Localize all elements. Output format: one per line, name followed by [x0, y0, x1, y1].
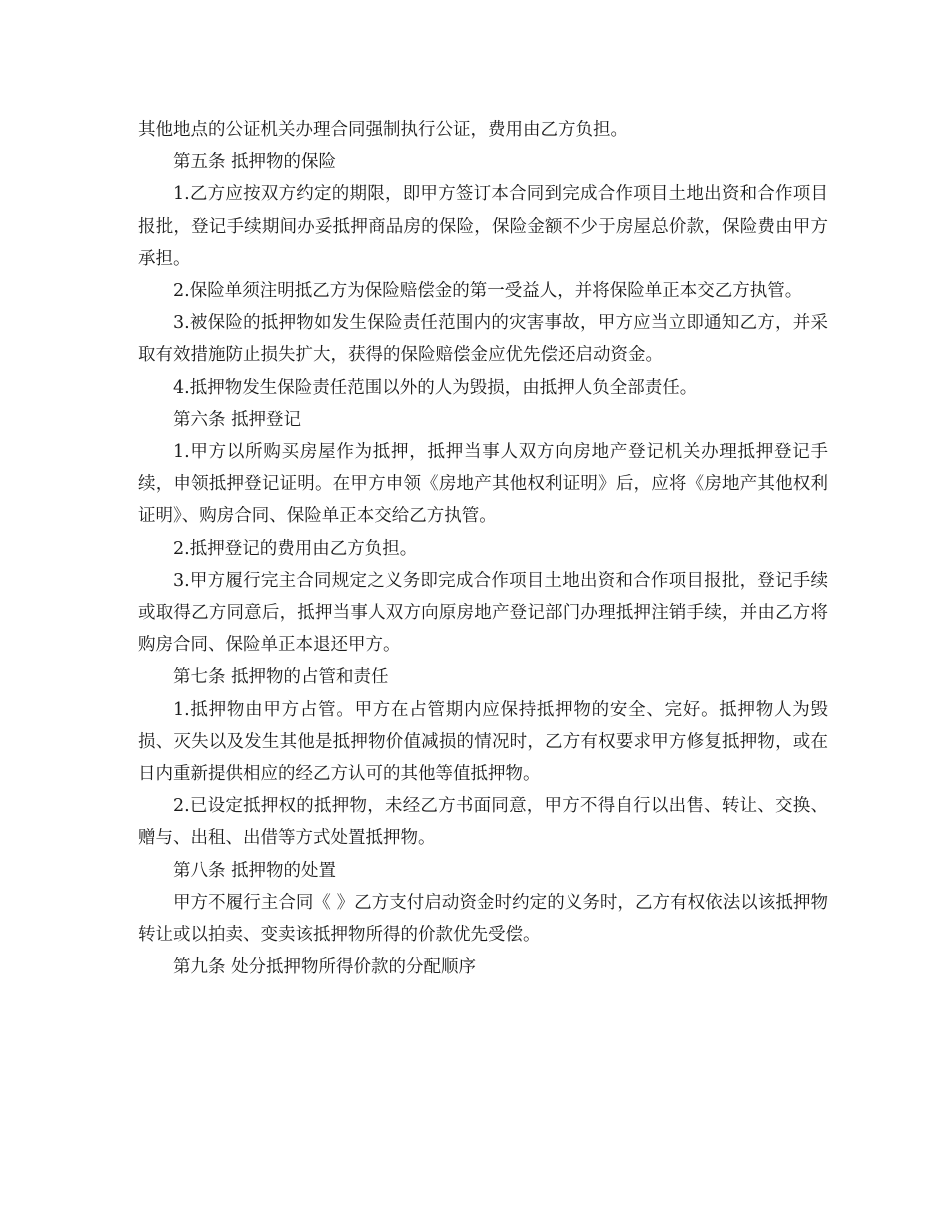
- article-5-clause-2: 2.保险单须注明抵乙方为保险赔偿金的第一受益人，并将保险单正本交乙方执管。: [173, 281, 803, 302]
- document-body: [138, 114, 828, 983]
- article-8-heading: 第八条 抵押物的处置: [173, 860, 337, 881]
- article-6-clause-3: 3.甲方履行完主合同规定之义务即完成合作项目土地出资和合作项目报批，登记手续或取得乙方同意后，抵押当事人双方向原房地产登记部门办理抵押注销手续，并由乙方将购房合同、保险单正本退还甲方。: [138, 570, 828, 656]
- article-8-body: 甲方不履行主合同《 》乙方支付启动资金时约定的义务时，乙方有权依法以该抵押物转让或以拍卖、变卖该抵押物所得的价款优先受偿。: [138, 892, 828, 946]
- article-6-heading: 第六条 抵押登记: [173, 409, 302, 430]
- article-5-clause-4: 4.抵押物发生保险责任范围以外的人为毁损，由抵押人负全部责任。: [173, 377, 698, 398]
- article-5-clause-3: 3.被保险的抵押物如发生保险责任范围内的灾害事故，甲方应当立即通知乙方，并采取有效措施防止损失扩大，获得的保险赔偿金应优先偿还启动资金。: [138, 313, 828, 366]
- article-5-heading: 第五条 抵押物的保险: [173, 152, 337, 173]
- article-7-heading: 第七条 抵押物的占管和责任: [173, 667, 389, 688]
- article-9-heading: 第九条 处分抵押物所得价款的分配顺序: [173, 957, 477, 978]
- article-7-clause-2: 2.已设定抵押权的抵押物，未经乙方书面同意，甲方不得自行以出售、转让、交换、赠与、出租、出借等方式处置抵押物。: [138, 796, 828, 849]
- paragraph-continuation: 其他地点的公证机关办理合同强制执行公证，费用由乙方负担。: [138, 120, 628, 140]
- article-6-clause-2: 2.抵押登记的费用由乙方负担。: [173, 538, 418, 559]
- article-7-clause-1: 1.抵押物由甲方占管。甲方在占管期内应保持抵押物的安全、完好。抵押物人为毁损、灭失以及发生其他是抵押物价值减损的情况时，乙方有权要求甲方修复抵押物，或在 日内重新提供相应的经乙方认可的其他等值抵押物。: [138, 699, 828, 785]
- article-6-clause-1: 1.甲方以所购买房屋作为抵押，抵押当事人双方向房地产登记机关办理抵押登记手续，申领抵押登记证明。在甲方申领《房地产其他权利证明》后，应将《房地产其他权利证明》、购房合同、保险单正本交给乙方执管。: [138, 442, 828, 527]
- article-5-clause-1: 1.乙方应按双方约定的期限，即甲方签订本合同到完成合作项目土地出资和合作项目报批，登记手续期间办妥抵押商品房的保险，保险金额不少于房屋总价款，保险费由甲方承担。: [138, 184, 828, 269]
